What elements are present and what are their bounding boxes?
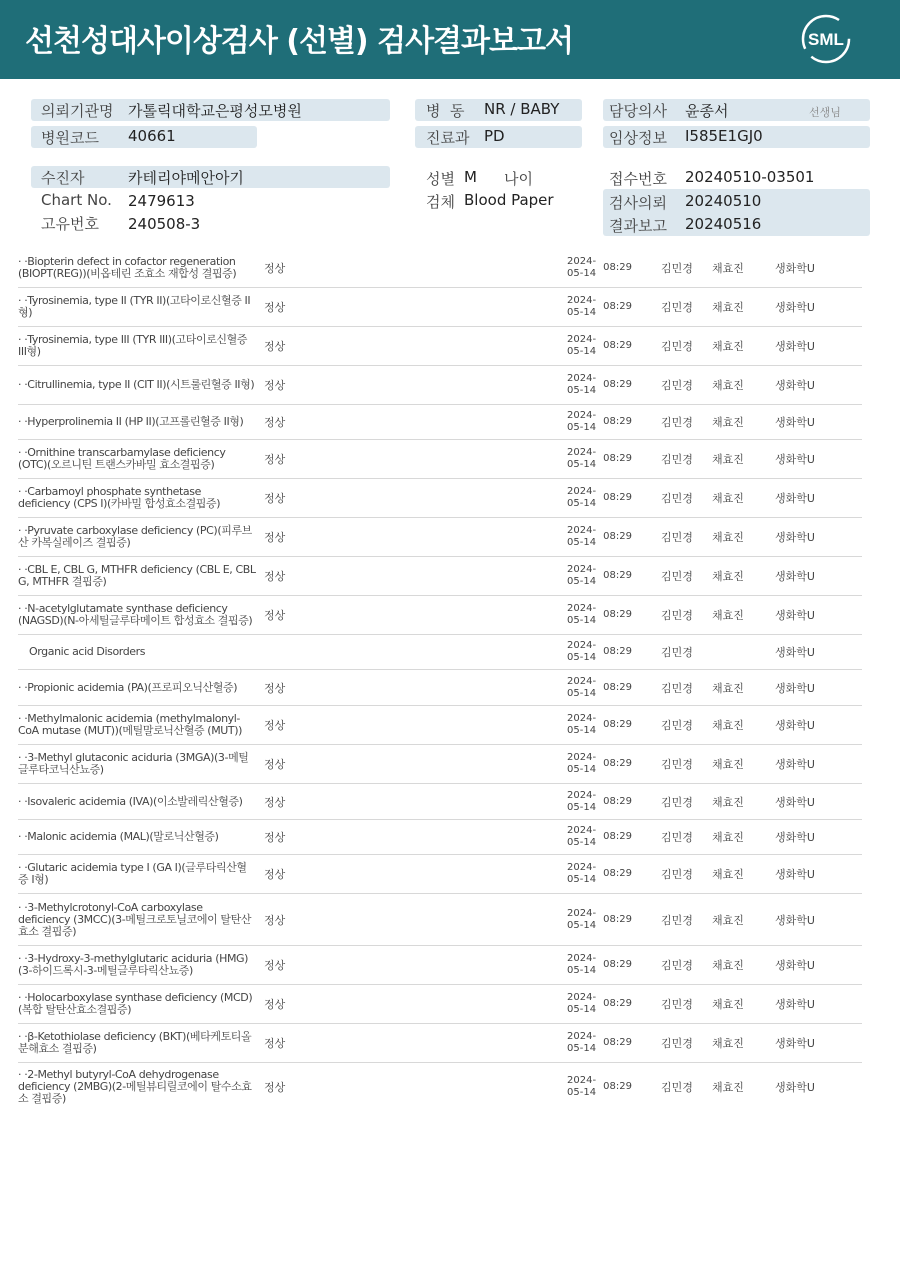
result-value: 정상 bbox=[264, 531, 286, 544]
datetime-cell bbox=[560, 946, 632, 984]
ward-value: NR / BABY bbox=[484, 100, 560, 118]
doctor-name: 김민경 bbox=[661, 570, 693, 583]
datetime-cell bbox=[560, 820, 632, 854]
result-value: 정상 bbox=[264, 262, 286, 275]
department-name: 생화학U bbox=[775, 758, 815, 771]
department-name: 생화학U bbox=[775, 262, 815, 275]
table-row bbox=[18, 518, 862, 557]
technician-name: 채효진 bbox=[712, 492, 744, 505]
test-name: · ·2-Methyl butyryl-CoA dehydrogenase deficiency (2MBG)(2-메틸뷰티릴코에이 탈수소효소 결핍증) bbox=[18, 1068, 252, 1105]
technician-name: 채효진 bbox=[712, 570, 744, 583]
sml-logo bbox=[800, 13, 852, 65]
department-name: 생화학U bbox=[775, 531, 815, 544]
table-row bbox=[18, 1063, 862, 1111]
doctor-name: 김민경 bbox=[661, 531, 693, 544]
technician-name: 채효진 bbox=[712, 340, 744, 353]
time-value: 08:29 bbox=[603, 868, 632, 879]
test-name: · ·Pyruvate carboxylase deficiency (PC)(피루브산 카복실레이즈 결핍증) bbox=[18, 524, 252, 549]
test-name: · ·Carbamoyl phosphate synthetase deficiency (CPS I)(카바밀 합성효소결핍증) bbox=[18, 485, 221, 510]
datetime-cell bbox=[560, 518, 632, 556]
datetime-cell bbox=[560, 596, 632, 634]
datetime-cell bbox=[560, 670, 632, 705]
time-value: 08:29 bbox=[603, 301, 632, 312]
result-value: 정상 bbox=[264, 609, 286, 622]
result-value: 정상 bbox=[264, 913, 286, 927]
time-value: 08:29 bbox=[603, 609, 632, 620]
ward-label: 병 동 bbox=[426, 102, 465, 120]
age-label: 나이 bbox=[504, 170, 533, 188]
doctor-label: 담당의사 bbox=[609, 102, 667, 120]
hospital-code-label: 병원코드 bbox=[41, 129, 99, 147]
technician-name: 채효진 bbox=[712, 416, 744, 429]
table-row bbox=[18, 440, 862, 479]
technician-name: 채효진 bbox=[712, 681, 744, 695]
department-name: 생화학U bbox=[775, 719, 815, 732]
test-name: · ·Isovaleric acidemia (IVA)(이소발레릭산혈증) bbox=[18, 794, 243, 808]
department-name: 생화학U bbox=[775, 868, 815, 881]
result-value: 정상 bbox=[264, 340, 286, 353]
table-row bbox=[18, 249, 862, 288]
technician-name: 채효진 bbox=[712, 913, 744, 927]
datetime-cell bbox=[560, 706, 632, 744]
test-name: · ·Malonic acidemia (MAL)(말로닉산혈증) bbox=[18, 830, 219, 843]
table-row bbox=[18, 288, 862, 327]
table-row bbox=[18, 946, 862, 985]
date-value: 2024-05-14 bbox=[567, 295, 597, 318]
date-value: 2024-05-14 bbox=[567, 447, 597, 470]
date-value: 2024-05-14 bbox=[567, 640, 597, 663]
datetime-cell bbox=[560, 855, 632, 893]
test-name: · ·Tyrosinemia, type III (TYR III)(고타이로신혈증 III형) bbox=[18, 333, 248, 358]
test-name: · ·Hyperprolinemia II (HP II)(고프롤린혈증 II형) bbox=[18, 415, 244, 428]
technician-name: 채효진 bbox=[712, 609, 744, 622]
doctor-name: 김민경 bbox=[661, 379, 693, 392]
test-name: · ·Methylmalonic acidemia (methylmalonyl-CoA mutase (MUT))(메틸말로닉산혈증 (MUT)) bbox=[18, 712, 243, 737]
time-value: 08:29 bbox=[603, 719, 632, 730]
results-table bbox=[18, 249, 862, 1111]
department-name: 생화학U bbox=[775, 1081, 815, 1094]
test-name: · ·CBL E, CBL G, MTHFR deficiency (CBL E, CBL G, MTHFR 결핍증) bbox=[18, 563, 256, 588]
test-name: · ·Tyrosinemia, type II (TYR II)(고타이로신혈증 II형) bbox=[18, 294, 251, 319]
date-value: 2024-05-14 bbox=[567, 992, 597, 1015]
doctor-name: 김민경 bbox=[661, 998, 693, 1011]
time-value: 08:29 bbox=[603, 570, 632, 581]
table-row bbox=[18, 894, 862, 946]
datetime-cell bbox=[560, 405, 632, 439]
clinical-label: 임상정보 bbox=[609, 129, 667, 147]
doctor-name: 김민경 bbox=[661, 492, 693, 505]
time-value: 08:29 bbox=[603, 379, 632, 390]
department-name: 생화학U bbox=[775, 609, 815, 622]
result-value: 정상 bbox=[264, 379, 286, 392]
time-value: 08:29 bbox=[603, 453, 632, 464]
result-value: 정상 bbox=[264, 1037, 286, 1050]
test-name: Organic acid Disorders bbox=[29, 645, 146, 658]
doctor-name: 김민경 bbox=[661, 340, 693, 353]
datetime-cell bbox=[560, 1063, 632, 1111]
department-name: 생화학U bbox=[775, 492, 815, 505]
doctor-name: 김민경 bbox=[661, 609, 693, 622]
report-header bbox=[0, 0, 900, 79]
technician-name: 채효진 bbox=[712, 758, 744, 771]
doctor-name: 김민경 bbox=[661, 1037, 693, 1050]
doctor-name: 김민경 bbox=[661, 646, 693, 659]
specimen-value: Blood Paper bbox=[464, 191, 554, 209]
time-value: 08:29 bbox=[603, 998, 632, 1009]
doctor-suffix: 선생님 bbox=[809, 106, 841, 119]
result-value: 정상 bbox=[264, 795, 286, 809]
time-value: 08:29 bbox=[603, 758, 632, 769]
department-name: 생화학U bbox=[775, 1037, 815, 1050]
result-value: 정상 bbox=[264, 416, 286, 429]
table-row bbox=[18, 405, 862, 440]
sex-value: M bbox=[464, 168, 477, 186]
datetime-cell bbox=[560, 479, 632, 517]
unique-value: 240508-3 bbox=[128, 215, 201, 233]
datetime-cell bbox=[560, 440, 632, 478]
department-name: 생화학U bbox=[775, 959, 815, 972]
time-value: 08:29 bbox=[603, 959, 632, 970]
doctor-name: 김민경 bbox=[661, 681, 693, 695]
date-value: 2024-05-14 bbox=[567, 862, 597, 885]
doctor-name: 김민경 bbox=[661, 831, 693, 844]
table-row bbox=[18, 855, 862, 894]
test-name: · ·3-Hydroxy-3-methylglutaric aciduria (HMG)(3-하이드록시-3-메틸글루타릭산뇨증) bbox=[18, 952, 249, 977]
result-value: 정상 bbox=[264, 998, 286, 1011]
time-value: 08:29 bbox=[603, 1081, 632, 1092]
technician-name: 채효진 bbox=[712, 868, 744, 881]
doctor-value: 윤종서 bbox=[685, 102, 729, 120]
doctor-name: 김민경 bbox=[661, 868, 693, 881]
patient-value: 카테리야메안아기 bbox=[128, 169, 244, 187]
datetime-cell bbox=[560, 985, 632, 1023]
doctor-name: 김민경 bbox=[661, 758, 693, 771]
clinical-value: I585E1GJ0 bbox=[685, 127, 763, 145]
test-name: · ·β-Ketothiolase deficiency (BKT)(베타케토티올 분해효소 결핍증) bbox=[18, 1030, 252, 1055]
doctor-name: 김민경 bbox=[661, 719, 693, 732]
table-row bbox=[18, 557, 862, 596]
datetime-cell bbox=[560, 366, 632, 404]
technician-name: 채효진 bbox=[712, 531, 744, 544]
hospital-code-value: 40661 bbox=[128, 127, 176, 145]
table-row bbox=[18, 1024, 862, 1063]
test-name: · ·3-Methylcrotonyl-CoA carboxylase deficiency (3MCC)(3-메틸크로토닐코에이 탈탄산효소 결핍증) bbox=[18, 900, 252, 938]
date-value: 2024-05-14 bbox=[567, 486, 597, 509]
report-label: 결과보고 bbox=[609, 217, 667, 235]
table-row bbox=[18, 985, 862, 1024]
table-row bbox=[18, 745, 862, 784]
result-value: 정상 bbox=[264, 1081, 286, 1094]
doctor-name: 김민경 bbox=[661, 959, 693, 972]
dept-label: 진료과 bbox=[426, 129, 470, 147]
date-value: 2024-05-14 bbox=[567, 789, 597, 813]
specimen-label: 검체 bbox=[426, 193, 455, 211]
result-value: 정상 bbox=[264, 868, 286, 881]
result-value: 정상 bbox=[264, 959, 286, 972]
department-name: 생화학U bbox=[775, 301, 815, 314]
datetime-cell bbox=[560, 635, 632, 669]
date-value: 2024-05-14 bbox=[567, 410, 597, 433]
technician-name: 채효진 bbox=[712, 998, 744, 1011]
date-value: 2024-05-14 bbox=[567, 256, 597, 279]
time-value: 08:29 bbox=[603, 795, 632, 807]
doctor-name: 김민경 bbox=[661, 913, 693, 927]
chart-label: Chart No. bbox=[41, 191, 112, 209]
date-value: 2024-05-14 bbox=[567, 752, 597, 775]
time-value: 08:29 bbox=[603, 492, 632, 503]
datetime-cell bbox=[560, 327, 632, 365]
receipt-value: 20240510-03501 bbox=[685, 168, 815, 186]
department-name: 생화학U bbox=[775, 998, 815, 1011]
technician-name: 채효진 bbox=[712, 959, 744, 972]
date-value: 2024-05-14 bbox=[567, 564, 597, 587]
department-name: 생화학U bbox=[775, 340, 815, 353]
technician-name: 채효진 bbox=[712, 1081, 744, 1094]
doctor-name: 김민경 bbox=[661, 416, 693, 429]
department-name: 생화학U bbox=[775, 416, 815, 429]
datetime-cell bbox=[560, 557, 632, 595]
time-value: 08:29 bbox=[603, 913, 632, 925]
date-value: 2024-05-14 bbox=[567, 825, 597, 848]
table-row bbox=[18, 479, 862, 518]
test-name: · ·3-Methyl glutaconic aciduria (3MGA)(3-메틸글루타코닉산뇨증) bbox=[18, 751, 249, 776]
table-row bbox=[18, 784, 862, 820]
technician-name: 채효진 bbox=[712, 719, 744, 732]
test-name: · ·N-acetylglutamate synthase deficiency (NAGSD)(N-아세틸글루타메이트 합성효소 결핍증) bbox=[18, 602, 253, 627]
result-value: 정상 bbox=[264, 831, 286, 844]
test-name: · ·Propionic acidemia (PA)(프로피오닉산혈증) bbox=[18, 680, 238, 694]
date-value: 2024-05-14 bbox=[567, 334, 597, 357]
test-name: · ·Glutaric acidemia type I (GA I)(글루타릭산혈증 I형) bbox=[18, 861, 247, 886]
doctor-name: 김민경 bbox=[661, 262, 693, 275]
datetime-cell bbox=[560, 1024, 632, 1062]
report-title: 선천성대사이상검사 (선별) 검사결과보고서 bbox=[25, 24, 573, 59]
table-row bbox=[18, 820, 862, 855]
time-value: 08:29 bbox=[603, 531, 632, 542]
technician-name: 채효진 bbox=[712, 453, 744, 466]
patient-label: 수진자 bbox=[41, 169, 85, 187]
date-value: 2024-05-14 bbox=[567, 525, 597, 548]
date-value: 2024-05-14 bbox=[567, 603, 597, 626]
table-row bbox=[18, 670, 862, 706]
datetime-cell bbox=[560, 745, 632, 783]
department-name: 생화학U bbox=[775, 453, 815, 466]
doctor-name: 김민경 bbox=[661, 453, 693, 466]
test-name: · ·Biopterin defect in cofactor regeneration (BIOPT(REG))(비옵테린 조효소 재합성 결핍증) bbox=[18, 255, 237, 280]
table-row bbox=[18, 366, 862, 405]
technician-name: 채효진 bbox=[712, 795, 744, 809]
time-value: 08:29 bbox=[603, 681, 632, 693]
result-value: 정상 bbox=[264, 492, 286, 505]
date-value: 2024-05-14 bbox=[567, 675, 597, 699]
technician-name: 채효진 bbox=[712, 1037, 744, 1050]
datetime-cell bbox=[560, 288, 632, 326]
test-name: · ·Citrullinemia, type II (CIT II)(시트룰린혈증 II형) bbox=[18, 378, 255, 391]
date-value: 2024-05-14 bbox=[567, 373, 597, 396]
test-name: · ·Holocarboxylase synthase deficiency (MCD)(복합 탈탄산효소결핍증) bbox=[18, 991, 253, 1016]
department-name: 생화학U bbox=[775, 795, 815, 809]
table-row bbox=[18, 635, 862, 670]
time-value: 08:29 bbox=[603, 646, 632, 657]
department-name: 생화학U bbox=[775, 646, 815, 659]
department-name: 생화학U bbox=[775, 913, 815, 927]
date-value: 2024-05-14 bbox=[567, 907, 597, 931]
request-label: 검사의뢰 bbox=[609, 194, 667, 212]
result-value: 정상 bbox=[264, 758, 286, 771]
time-value: 08:29 bbox=[603, 262, 632, 273]
result-value: 정상 bbox=[264, 570, 286, 583]
result-value: 정상 bbox=[264, 301, 286, 314]
institution-value: 가톨릭대학교은평성모병원 bbox=[128, 102, 302, 120]
result-value: 정상 bbox=[264, 453, 286, 466]
sex-label: 성별 bbox=[426, 170, 455, 188]
department-name: 생화학U bbox=[775, 831, 815, 844]
table-row bbox=[18, 706, 862, 745]
technician-name: 채효진 bbox=[712, 831, 744, 844]
time-value: 08:29 bbox=[603, 416, 632, 427]
doctor-name: 김민경 bbox=[661, 301, 693, 314]
chart-value: 2479613 bbox=[128, 192, 195, 210]
dept-value: PD bbox=[484, 127, 505, 145]
time-value: 08:29 bbox=[603, 831, 632, 842]
technician-name: 채효진 bbox=[712, 301, 744, 314]
receipt-label: 접수번호 bbox=[609, 170, 667, 188]
result-value: 정상 bbox=[264, 719, 286, 732]
svg-text:SML: SML bbox=[808, 30, 844, 49]
doctor-name: 김민경 bbox=[661, 795, 693, 809]
unique-label: 고유번호 bbox=[41, 215, 99, 233]
technician-name: 채효진 bbox=[712, 262, 744, 275]
department-name: 생화학U bbox=[775, 379, 815, 392]
department-name: 생화학U bbox=[775, 681, 815, 695]
date-value: 2024-05-14 bbox=[567, 1031, 597, 1054]
time-value: 08:29 bbox=[603, 1037, 632, 1048]
result-value: 정상 bbox=[264, 681, 286, 695]
datetime-cell bbox=[560, 784, 632, 819]
department-name: 생화학U bbox=[775, 570, 815, 583]
datetime-cell bbox=[560, 249, 632, 287]
table-row bbox=[18, 596, 862, 635]
report-value: 20240516 bbox=[685, 215, 762, 233]
request-value: 20240510 bbox=[685, 192, 762, 210]
date-value: 2024-05-14 bbox=[567, 713, 597, 736]
technician-name: 채효진 bbox=[712, 379, 744, 392]
date-value: 2024-05-14 bbox=[567, 1075, 597, 1098]
institution-label: 의뢰기관명 bbox=[41, 102, 114, 120]
test-name: · ·Ornithine transcarbamylase deficiency (OTC)(오르니틴 트랜스카바밀 효소결핍증) bbox=[18, 446, 226, 471]
datetime-cell bbox=[560, 894, 632, 945]
table-row bbox=[18, 327, 862, 366]
date-value: 2024-05-14 bbox=[567, 953, 597, 976]
doctor-name: 김민경 bbox=[661, 1081, 693, 1094]
time-value: 08:29 bbox=[603, 340, 632, 351]
